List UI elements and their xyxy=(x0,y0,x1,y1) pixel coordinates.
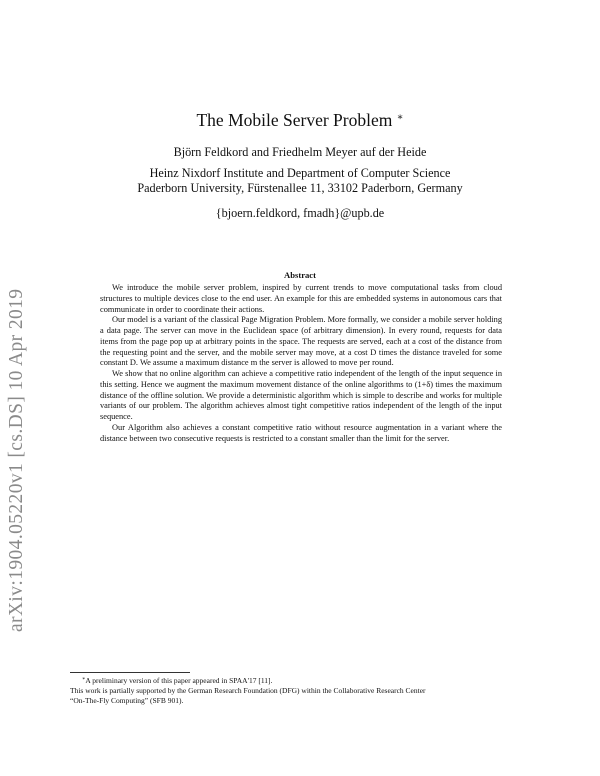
paper-authors: Björn Feldkord and Friedhelm Meyer auf der Heide xyxy=(173,145,427,159)
abstract-paragraph-3: We show that no online algorithm can achieve a competitive ratio independent of the length of the input sequence in this setting. Hence we augment the maximum movement distance of the online algorithms to (1+δ) times the maximum distance of the offline solution. We provide a deterministic algorithm which is simple to describe and works for multiple variants of our problem. The algorithm achieves almost tight competitive ratios independent of the length of the input sequence. xyxy=(100,369,502,421)
footnote-1-mark: ∗ xyxy=(82,677,86,682)
footnote-divider xyxy=(70,672,190,673)
footnote-1 xyxy=(70,675,530,686)
footnote-2-line-1: This work is partially supported by the German Research Foundation (DFG) within the Collaborative Research Center xyxy=(70,686,426,695)
arxiv-identifier-stamp: arXiv:1904.05220v1 [cs.DS] 10 Apr 2019 xyxy=(6,288,27,632)
affiliation-line-1: Heinz Nixdorf Institute and Department of Computer Science xyxy=(149,166,451,180)
abstract-body xyxy=(100,283,502,444)
abstract-paragraph-4: Our Algorithm also achieves a constant competitive ratio without resource augmentation in a variant where the distance between two consecutive requests is restricted to a constant smaller than the limit for the server. xyxy=(100,422,502,443)
abstract-paragraph-2: Our model is a variant of the classical Page Migration Problem. More formally, we consider a mobile server holding a data page. The server can move in the Euclidean space (of arbitrary dimension). In every round, requests for data items from the page pop up at arbitrary points in the space. The requests are served, each at a cost of the distance from the requesting point and the server, and the mobile server may move, at a cost D times the distance traveled for some constant D. We assume a maximum distance m the server is allowed to move per round. xyxy=(100,315,502,368)
paper-title-text: The Mobile Server Problem xyxy=(196,110,393,130)
abstract-heading: Abstract xyxy=(284,270,316,280)
paper-title xyxy=(0,107,600,131)
footnotes xyxy=(70,675,530,706)
footnote-2-line-2: “On-The-Fly Computing” (SFB 901). xyxy=(70,696,184,705)
author-email: {bjoern.feldkord, fmadh}@upb.de xyxy=(215,206,385,220)
abstract-paragraph-1: We introduce the mobile server problem, inspired by current trends to move computational tasks from cloud structures to multiple devices close to the end user. An example for this are embedded systems in autonomous cars that communicate in order to coordinate their actions. xyxy=(100,283,502,314)
footnote-1-text: A preliminary version of this paper appeared in SPAA'17 [11]. xyxy=(85,676,273,685)
author-affiliation xyxy=(0,166,600,196)
title-footnote-mark: ∗ xyxy=(396,112,404,123)
affiliation-line-2: Paderborn University, Fürstenallee 11, 33102 Paderborn, Germany xyxy=(137,181,463,196)
